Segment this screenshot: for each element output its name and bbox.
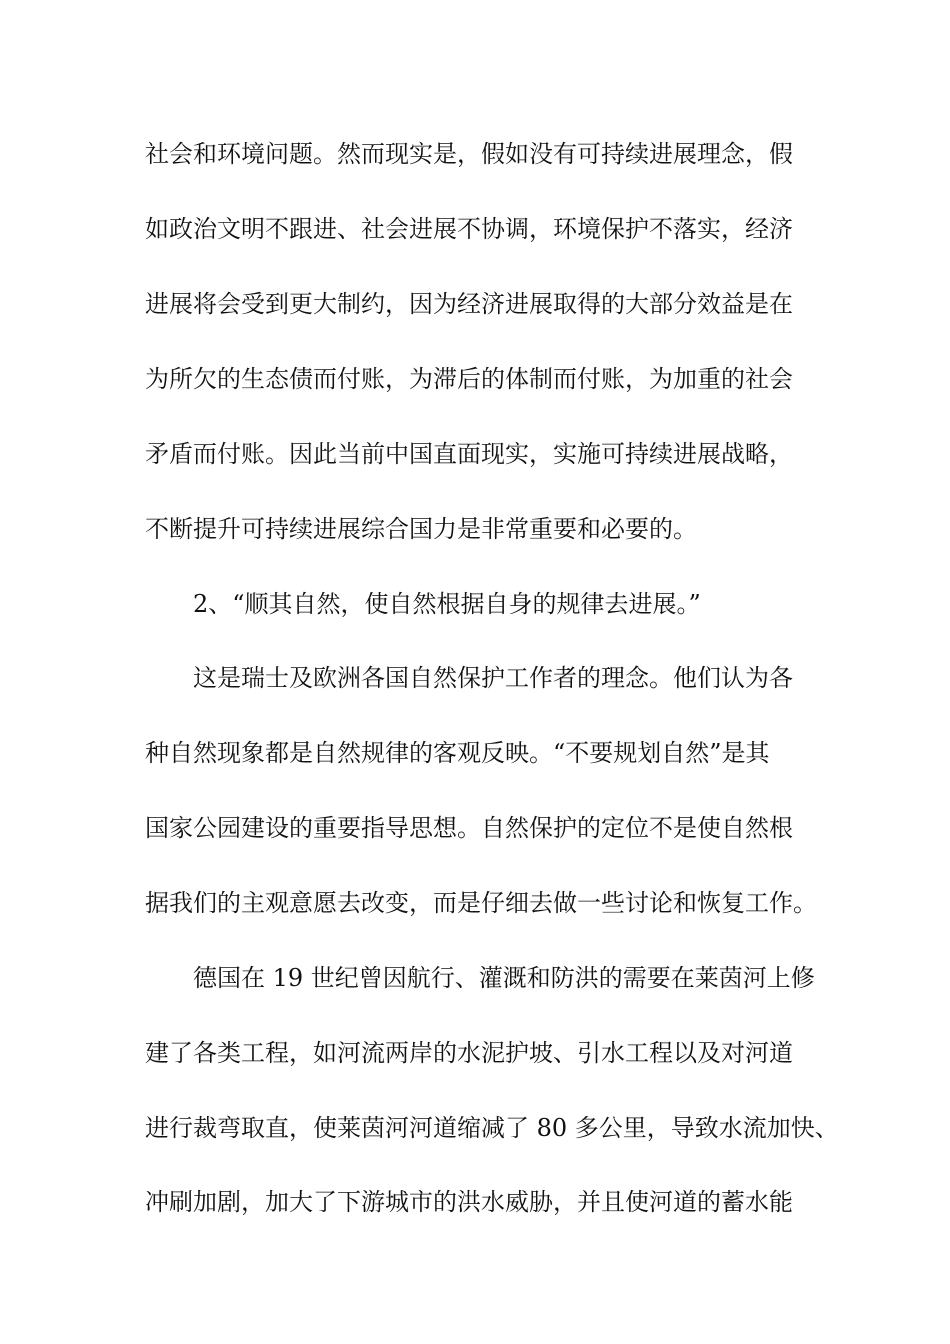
text-line: 建了各类工程，如河流两岸的水泥护坡、引水工程以及对河道 [145,1039,793,1067]
text-line: 矛盾而付账。因此当前中国直面现实，实施可持续进展战略， [145,440,793,468]
text-line: 据我们的主观意愿去改变，而是仔细去做一些讨论和恢复工作。 [145,889,817,917]
text-line: 德国在 19 世纪曾因航行、灌溉和防洪的需要在莱茵河上修 [193,964,815,992]
text-line: 为所欠的生态债而付账，为滞后的体制而付账，为加重的社会 [145,365,793,393]
text-line: 社会和环境问题。然而现实是，假如没有可持续进展理念，假 [145,140,793,168]
text-line: 进展将会受到更大制约，因为经济进展取得的大部分效益是在 [145,290,793,318]
text-line: 国家公园建设的重要指导思想。自然保护的定位不是使自然根 [145,814,793,842]
text-line: 这是瑞士及欧洲各国自然保护工作者的理念。他们认为各 [193,664,793,692]
section-heading: 2、“顺其自然，使自然根据自身的规律去进展。” [193,590,701,618]
text-line: 进行裁弯取直，使莱茵河河道缩减了 80 多公里，导致水流加快、 [145,1114,839,1142]
text-line: 不断提升可持续进展综合国力是非常重要和必要的。 [145,515,697,543]
text-line: 如政治文明不跟进、社会进展不协调，环境保护不落实，经济 [145,215,793,243]
text-line: 种自然现象都是自然规律的客观反映。“不要规划自然”是其 [145,739,770,767]
text-line: 冲刷加剧，加大了下游城市的洪水威胁，并且使河道的蓄水能 [145,1188,793,1216]
